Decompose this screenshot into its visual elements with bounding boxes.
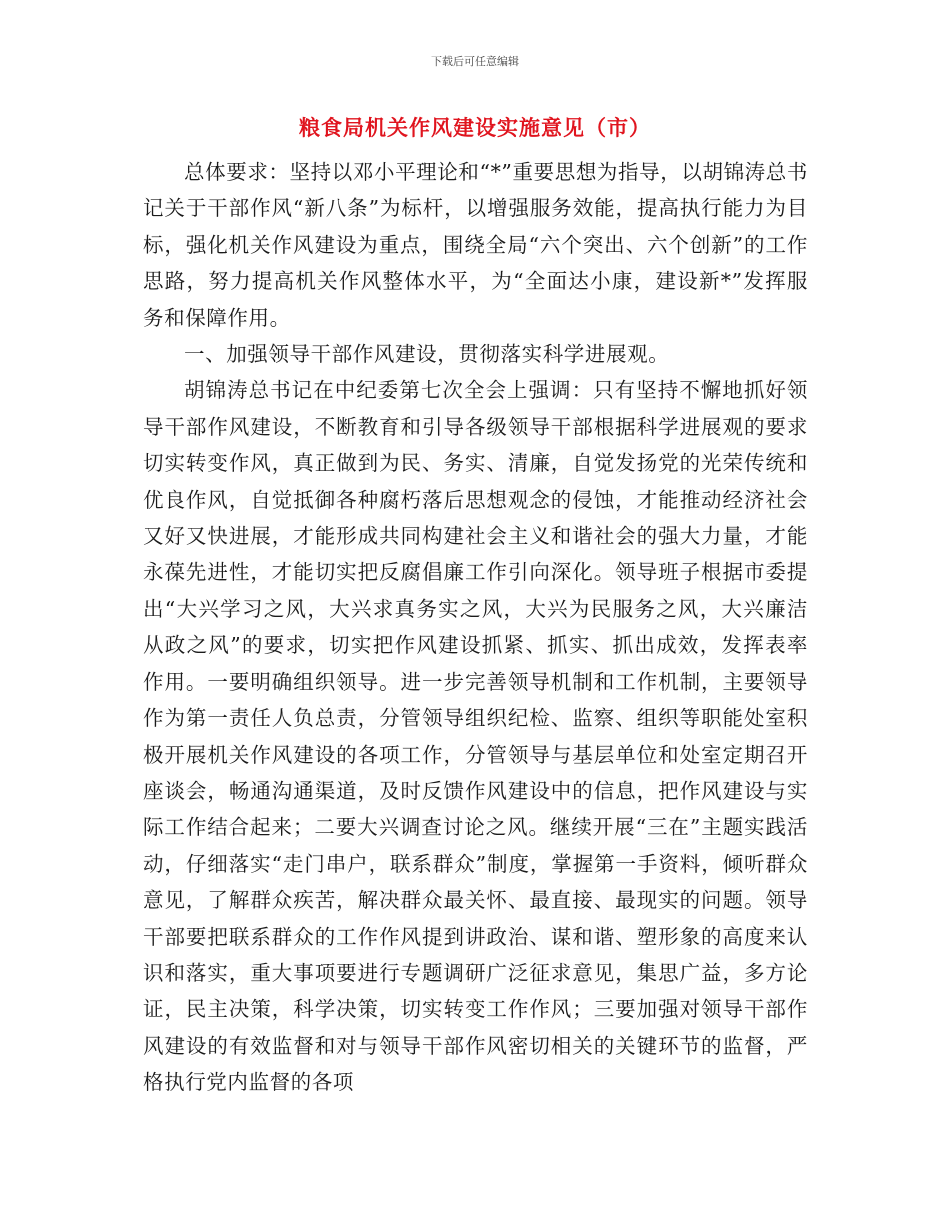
header-note: 下载后可任意编辑 — [431, 55, 519, 68]
paragraph-general-requirements: 总体要求：坚持以邓小平理论和“*”重要思想为指导，以胡锦涛总书记关于干部作风“新八条”为标杆，以增强服务效能，提高执行能力为目标，强化机关作风建设为重点，围绕全局“六个突出、六个创新”的工作思路，努力提高机关作风整体水平，为“全面达小康，建设新*”发挥服务和保障作用。 — [143, 160, 808, 330]
document-body — [143, 154, 808, 1101]
paragraph-section-heading-1: 一、加强领导干部作风建设，贯彻落实科学进展观。 — [184, 342, 670, 367]
paragraph-section-1-body: 胡锦涛总书记在中纪委第七次全会上强调：只有坚持不懈地抓好领导干部作风建设，不断教育和引导各级领导干部根据科学进展观的要求切实转变作风，真正做到为民、务实、清廉，自觉发扬党的光荣传统和优良作风，自觉抵御各种腐朽落后思想观念的侵蚀，才能推动经济社会又好又快进展，才能形成共同构建社会主义和谐社会的强大力量，才能永葆先进性，才能切实把反腐倡廉工作引向深化。领导班子根据市委提出“大兴学习之风，大兴求真务实之风，大兴为民服务之风，大兴廉洁从政之风”的要求，切实把作风建设抓紧、抓实、抓出成效，发挥表率作用。一要明确组织领导。进一步完善领导机制和工作机制，主要领导作为第一责任人负总责，分管领导组织纪检、监察、组织等职能处室积极开展机关作风建设的各项工作，分管领导与基层单位和处室定期召开座谈会，畅通沟通渠道，及时反馈作风建设中的信息，把作风建设与实际工作结合起来；二要大兴调查讨论之风。继续开展“三在”主题实践活动，仔细落实“走门串户，联系群众”制度，掌握第一手资料，倾听群众意见，了解群众疾苦，解决群众最关怀、最直接、最现实的问题。领导干部要把联系群众的工作作风提到讲政治、谋和谐、塑形象的高度来认识和落实，重大事项要进行专题调研广泛征求意见，集思广益，多方论证，民主决策，科学决策，切实转变工作作风；三要加强对领导干部作风建设的有效监督和对与领导干部作风密切相关的关键环节的监督，严格执行党内监督的各项 — [143, 378, 808, 1095]
document-title: 粮食局机关作风建设实施意见（市） — [299, 116, 651, 140]
